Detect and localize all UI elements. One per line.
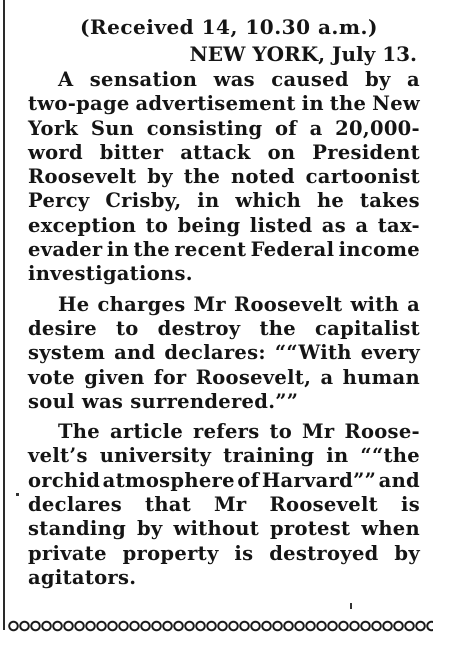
text-line: system and declares: ““With every — [28, 341, 420, 365]
text-line: two-page advertisement in the New — [28, 92, 420, 116]
print-speck — [350, 603, 352, 609]
received-time: (Received 14, 10.30 a.m.) — [80, 15, 378, 39]
text-line: York Sun consisting of a 20,000- — [28, 116, 420, 140]
text-line: word bitter attack on President — [28, 140, 420, 164]
text-line: Roosevelt by the noted cartoonist — [28, 165, 420, 189]
text-line: standing by without protest when — [28, 517, 420, 541]
dateline: NEW YORK, July 13. — [189, 42, 417, 66]
paragraph-3 — [28, 420, 420, 590]
paragraph-2 — [28, 293, 420, 414]
text-line: vote given for Roosevelt, a human — [28, 365, 420, 389]
text-line: velt’s university training in ““the — [28, 444, 420, 468]
text-line: soul was surrendered.”” — [28, 389, 299, 413]
ornamental-border — [8, 618, 433, 634]
paragraph-1 — [28, 68, 420, 287]
text-line: declares that Mr Roosevelt is — [28, 493, 420, 517]
text-line: agitators. — [28, 565, 137, 589]
text-line: A sensation was caused by a — [58, 68, 420, 91]
column-rule — [3, 0, 5, 630]
text-line: Percy Crisby, in which he takes — [28, 189, 420, 213]
text-line: The article refers to Mr Roose- — [58, 420, 420, 444]
text-line: He charges Mr Roosevelt with a — [58, 292, 420, 316]
print-speck — [16, 493, 19, 496]
text-line: exception to being listed as a tax- — [28, 213, 420, 237]
text-line: orchid atmosphere of Harvard”” and — [28, 468, 420, 492]
text-line: private property is destroyed by — [28, 541, 420, 565]
text-line: investigations. — [28, 262, 193, 286]
text-line: evader in the recent Federal income — [28, 238, 420, 262]
news-article — [28, 14, 420, 590]
text-line: desire to destroy the capitalist — [28, 316, 420, 340]
